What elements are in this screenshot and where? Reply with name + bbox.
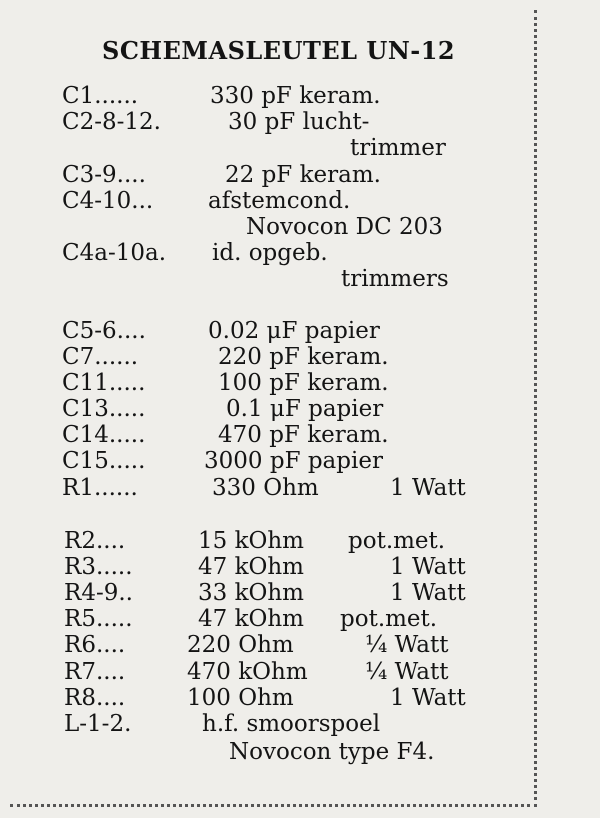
component-code: C4a-10a.: [62, 240, 167, 266]
component-value: 100 pF keram.: [218, 370, 389, 396]
component-code: R1......: [62, 475, 138, 501]
component-rating: 1 Watt: [390, 554, 466, 580]
page-title: SCHEMASLEUTEL UN-12: [102, 36, 456, 65]
component-value: h.f. smoorspoel: [202, 711, 381, 737]
component-value: Novocon type F4.: [229, 739, 435, 765]
component-value: 15 kOhm: [198, 528, 304, 554]
component-code: C5-6....: [62, 318, 146, 344]
component-rating: 1 Watt: [390, 475, 466, 501]
component-value: trimmer: [350, 135, 446, 161]
component-rating: ¼ Watt: [365, 632, 449, 658]
component-code: L-1-2.: [64, 711, 132, 737]
component-code: R3.....: [64, 554, 133, 580]
component-value: 22 pF keram.: [225, 162, 381, 188]
component-value: 30 pF lucht-: [228, 109, 370, 135]
component-value: 220 pF keram.: [218, 344, 389, 370]
component-value: 47 kOhm: [198, 606, 304, 632]
component-value: 470 kOhm: [187, 659, 308, 685]
component-code: R5.....: [64, 606, 133, 632]
component-code: C1......: [62, 83, 139, 109]
component-code: R7....: [64, 659, 126, 685]
component-code: R6....: [64, 632, 126, 658]
component-value: 100 Ohm: [187, 685, 294, 711]
component-value: 3000 pF papier: [204, 448, 383, 474]
component-code: C15.....: [62, 448, 146, 474]
component-code: C7......: [62, 344, 139, 370]
component-value: 470 pF keram.: [218, 422, 389, 448]
component-code: C3-9....: [62, 162, 146, 188]
component-code: C2-8-12.: [62, 109, 161, 135]
component-value: 47 kOhm: [198, 554, 304, 580]
component-code: C13.....: [62, 396, 146, 422]
component-rating: ¼ Watt: [365, 659, 449, 685]
component-code: R8....: [64, 685, 126, 711]
component-rating: pot.met.: [348, 528, 446, 554]
component-value: 220 Ohm: [187, 632, 294, 658]
component-rating: 1 Watt: [390, 685, 466, 711]
component-value: Novocon DC 203: [246, 214, 443, 240]
component-value: 33 kOhm: [198, 580, 304, 606]
component-value: afstemcond.: [208, 188, 351, 214]
component-value: 0.02 μF papier: [208, 318, 380, 344]
component-value: 0.1 μF papier: [226, 396, 384, 422]
component-value: id. opgeb.: [212, 240, 328, 266]
component-value: trimmers: [341, 266, 449, 292]
component-value: 330 pF keram.: [210, 83, 381, 109]
component-code: C14.....: [62, 422, 146, 448]
component-code: C4-10...: [62, 188, 154, 214]
component-rating: pot.met.: [340, 606, 438, 632]
component-code: R2....: [64, 528, 126, 554]
component-value: 330 Ohm: [212, 475, 319, 501]
component-rating: 1 Watt: [390, 580, 466, 606]
component-code: C11.....: [62, 370, 146, 396]
component-code: R4-9..: [64, 580, 133, 606]
